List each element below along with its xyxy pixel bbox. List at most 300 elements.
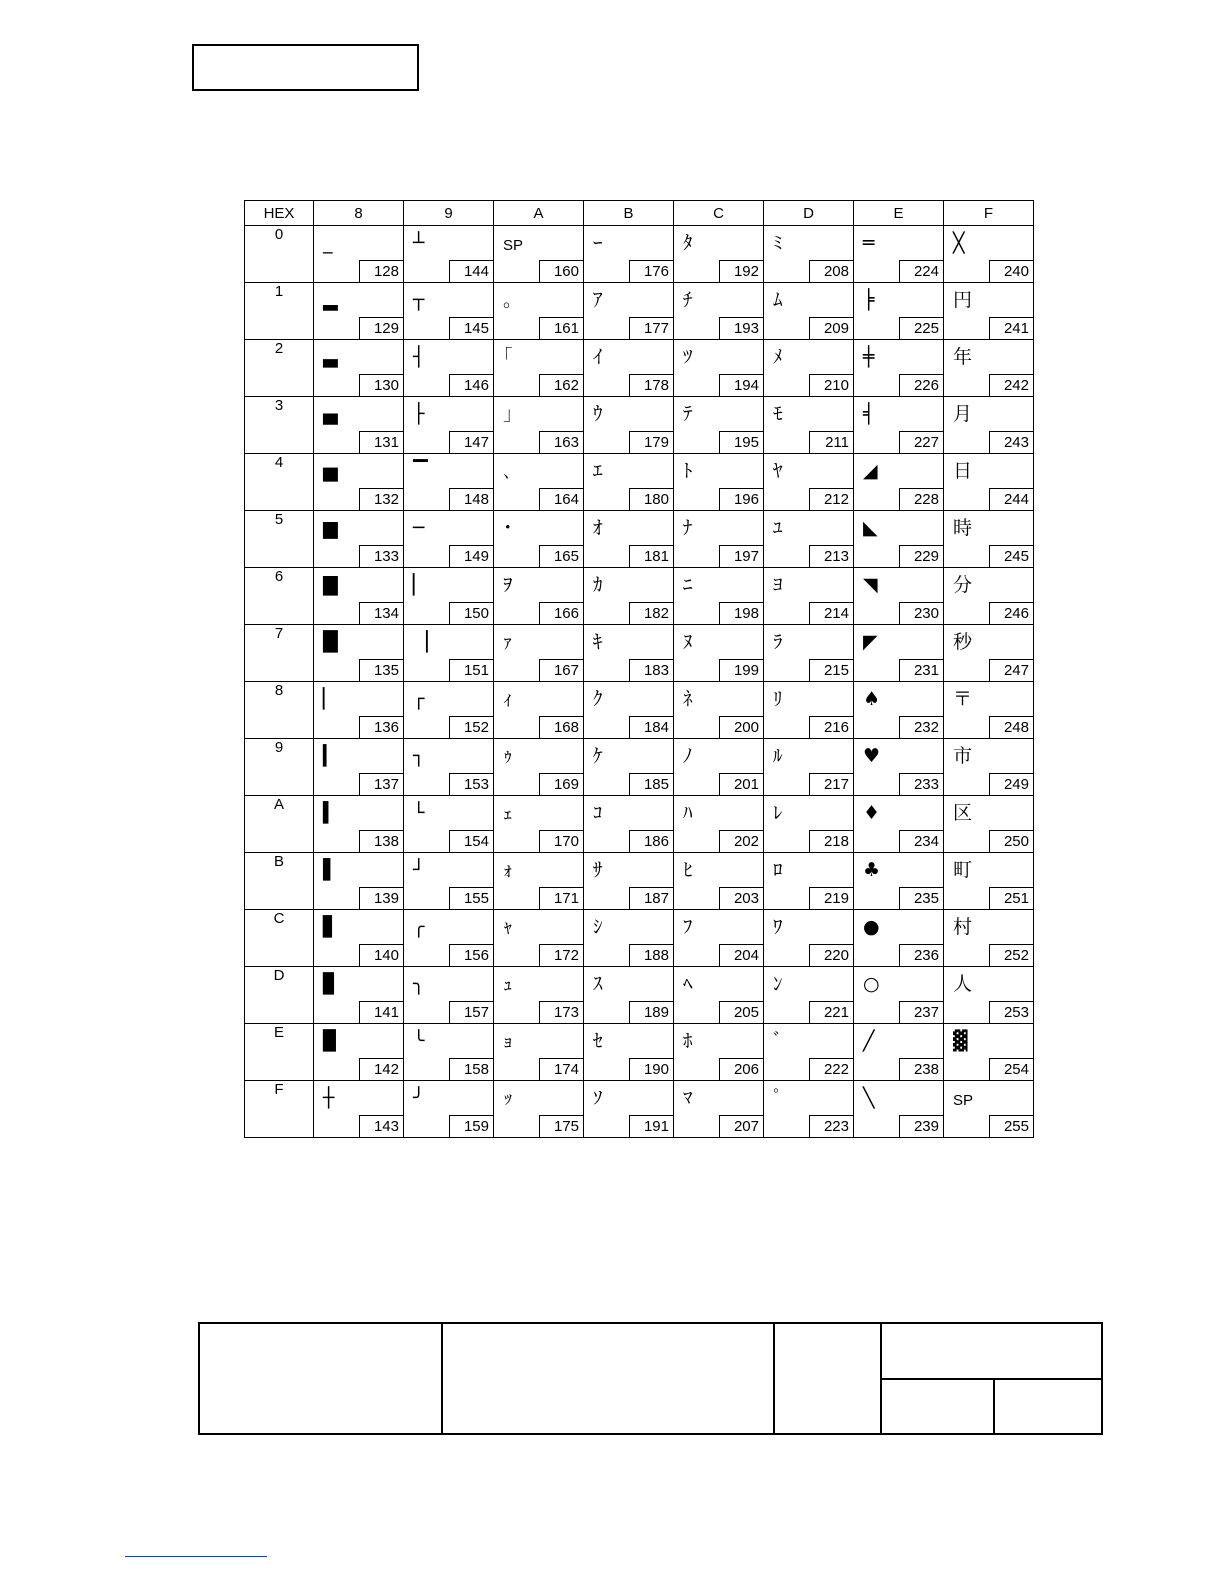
cell-decimal-code: 158: [449, 1058, 493, 1080]
cell-decimal-code: 154: [449, 830, 493, 852]
cell-glyph: ╞: [863, 289, 875, 311]
cell-glyph: ◤: [863, 631, 878, 653]
code-cell: [854, 853, 944, 910]
code-cell: [494, 625, 584, 682]
code-cell: [584, 283, 674, 340]
cell-glyph: ﾗ: [773, 631, 783, 653]
cell-decimal-code: 210: [809, 374, 853, 396]
code-cell: [944, 739, 1034, 796]
code-cell: [674, 226, 764, 283]
cell-decimal-code: 194: [719, 374, 763, 396]
cell-glyph: 月: [953, 403, 973, 425]
cell-decimal-code: 217: [809, 773, 853, 795]
cell-glyph: ▓: [953, 1030, 968, 1052]
cell-glyph: ┤: [413, 346, 425, 368]
cell-decimal-code: 222: [809, 1058, 853, 1080]
row-header: 5: [245, 511, 314, 568]
row-header: 4: [245, 454, 314, 511]
column-header: A: [494, 201, 584, 226]
cell-glyph: ｣: [503, 403, 513, 425]
code-cell: [764, 739, 854, 796]
cell-decimal-code: 133: [359, 545, 403, 567]
code-cell: [584, 511, 674, 568]
cell-decimal-code: 232: [899, 716, 943, 738]
cell-glyph: ◥: [863, 574, 878, 596]
table-row: [245, 454, 1034, 511]
table-row: [245, 283, 1034, 340]
cell-decimal-code: 220: [809, 944, 853, 966]
cell-decimal-code: 201: [719, 773, 763, 795]
cell-decimal-code: 190: [629, 1058, 673, 1080]
code-cell: [674, 397, 764, 454]
cell-decimal-code: 166: [539, 602, 583, 624]
cell-decimal-code: 200: [719, 716, 763, 738]
cell-glyph: ｦ: [503, 574, 513, 596]
cell-glyph: ﾚ: [773, 802, 783, 824]
cell-glyph: ─: [413, 517, 425, 539]
cell-glyph: ◣: [863, 517, 878, 539]
code-cell: [584, 910, 674, 967]
code-cell: [854, 283, 944, 340]
cell-decimal-code: 151: [449, 659, 493, 681]
cell-decimal-code: 161: [539, 317, 583, 339]
cell-glyph: ┬: [413, 289, 425, 311]
cell-glyph: ﾌ: [683, 916, 693, 938]
code-cell: [494, 910, 584, 967]
cell-decimal-code: 186: [629, 830, 673, 852]
cell-decimal-code: 153: [449, 773, 493, 795]
cell-glyph: ├: [413, 403, 425, 425]
code-cell: [314, 454, 404, 511]
character-code-table: [244, 200, 1034, 1138]
cell-glyph: ﾊ: [683, 802, 693, 824]
cell-decimal-code: 255: [989, 1115, 1033, 1137]
cell-glyph: 円: [953, 289, 973, 311]
cell-decimal-code: 163: [539, 431, 583, 453]
row-header: 1: [245, 283, 314, 340]
cell-glyph: ﾔ: [773, 460, 783, 482]
row-header: E: [245, 1024, 314, 1081]
cell-decimal-code: 248: [989, 716, 1033, 738]
cell-glyph: ﾞ: [773, 1030, 783, 1052]
cell-glyph: ▊: [323, 973, 338, 995]
cell-decimal-code: 189: [629, 1001, 673, 1023]
code-cell: [494, 283, 584, 340]
cell-decimal-code: 202: [719, 830, 763, 852]
cell-decimal-code: 143: [359, 1115, 403, 1137]
cell-decimal-code: 212: [809, 488, 853, 510]
cell-decimal-code: 188: [629, 944, 673, 966]
cell-decimal-code: 159: [449, 1115, 493, 1137]
cell-glyph: ｪ: [503, 802, 513, 824]
code-cell: [404, 967, 494, 1024]
cell-decimal-code: 134: [359, 602, 403, 624]
column-header: B: [584, 201, 674, 226]
cell-decimal-code: 184: [629, 716, 673, 738]
code-cell: [854, 568, 944, 625]
bottom-rule: [125, 1556, 267, 1557]
cell-decimal-code: 219: [809, 887, 853, 909]
cell-glyph: 〒: [953, 688, 973, 710]
cell-decimal-code: 206: [719, 1058, 763, 1080]
code-cell: [764, 511, 854, 568]
cell-glyph: 日: [953, 460, 973, 482]
cell-decimal-code: 223: [809, 1115, 853, 1137]
code-cell: [674, 967, 764, 1024]
cell-decimal-code: 147: [449, 431, 493, 453]
code-cell: [404, 739, 494, 796]
cell-glyph: ｾ: [593, 1030, 603, 1052]
cell-glyph: ﾙ: [773, 745, 783, 767]
cell-decimal-code: 209: [809, 317, 853, 339]
cell-glyph: ◢: [863, 460, 878, 482]
cell-glyph: ｼ: [593, 916, 603, 938]
cell-decimal-code: 181: [629, 545, 673, 567]
code-cell: [584, 853, 674, 910]
code-cell: [764, 625, 854, 682]
code-cell: [314, 397, 404, 454]
cell-glyph: ╰: [413, 1030, 425, 1052]
cell-decimal-code: 243: [989, 431, 1033, 453]
cell-decimal-code: 179: [629, 431, 673, 453]
cell-glyph: ╱: [863, 1030, 875, 1052]
cell-glyph: ｱ: [593, 289, 603, 311]
cell-glyph: ｡: [503, 289, 513, 311]
code-cell: [674, 454, 764, 511]
cell-glyph: 分: [953, 574, 973, 596]
code-cell: [674, 682, 764, 739]
code-cell: [314, 739, 404, 796]
header-label-box: [192, 44, 419, 91]
cell-decimal-code: 145: [449, 317, 493, 339]
cell-glyph: ｳ: [593, 403, 603, 425]
column-header: E: [854, 201, 944, 226]
cell-glyph: ♠: [863, 688, 881, 710]
cell-decimal-code: 160: [539, 260, 583, 282]
column-header-row: [245, 201, 1034, 226]
cell-glyph: ╳: [953, 232, 965, 254]
code-cell: [314, 283, 404, 340]
code-cell: [584, 397, 674, 454]
cell-glyph: ｿ: [593, 1087, 603, 1109]
row-header: 2: [245, 340, 314, 397]
cell-glyph: ｶ: [593, 574, 603, 596]
code-cell: [854, 910, 944, 967]
cell-glyph: ﾐ: [773, 232, 783, 254]
cell-glyph: ▃: [323, 346, 338, 368]
code-cell: [404, 853, 494, 910]
row-header: 3: [245, 397, 314, 454]
cell-decimal-code: 191: [629, 1115, 673, 1137]
code-cell: [764, 853, 854, 910]
column-header: D: [764, 201, 854, 226]
cell-glyph: ﾍ: [683, 973, 693, 995]
cell-glyph: ﾄ: [683, 460, 693, 482]
code-cell: [674, 340, 764, 397]
code-cell: [764, 283, 854, 340]
row-header: 0: [245, 226, 314, 283]
code-cell: [944, 226, 1034, 283]
cell-glyph: ┴: [413, 232, 425, 254]
cell-glyph: ﾝ: [773, 973, 783, 995]
code-cell: [674, 796, 764, 853]
row-header: C: [245, 910, 314, 967]
cell-glyph: 時: [953, 517, 973, 539]
code-cell: [764, 1024, 854, 1081]
cell-decimal-code: 242: [989, 374, 1033, 396]
cell-glyph: ｲ: [593, 346, 603, 368]
column-header: 9: [404, 201, 494, 226]
code-cell: [854, 340, 944, 397]
code-cell: [944, 1024, 1034, 1081]
cell-decimal-code: 138: [359, 830, 403, 852]
cell-decimal-code: 247: [989, 659, 1033, 681]
cell-glyph: ┼: [323, 1087, 335, 1109]
cell-decimal-code: 187: [629, 887, 673, 909]
code-cell: [404, 1081, 494, 1138]
code-cell: [764, 682, 854, 739]
cell-glyph: ､: [503, 460, 513, 482]
cell-decimal-code: 165: [539, 545, 583, 567]
cell-glyph: ｷ: [593, 631, 603, 653]
cell-decimal-code: 198: [719, 602, 763, 624]
cell-glyph: ▂: [323, 289, 338, 311]
code-cell: [494, 397, 584, 454]
cell-decimal-code: 229: [899, 545, 943, 567]
code-cell: [944, 967, 1034, 1024]
cell-decimal-code: 231: [899, 659, 943, 681]
cell-decimal-code: 174: [539, 1058, 583, 1080]
code-cell: [584, 568, 674, 625]
cell-decimal-code: 236: [899, 944, 943, 966]
cell-glyph: ┌: [413, 688, 425, 710]
cell-glyph: ﾆ: [683, 574, 693, 596]
table-row: [245, 910, 1034, 967]
cell-decimal-code: 180: [629, 488, 673, 510]
cell-decimal-code: 203: [719, 887, 763, 909]
cell-decimal-code: 164: [539, 488, 583, 510]
cell-decimal-code: 204: [719, 944, 763, 966]
cell-glyph: ｺ: [593, 802, 603, 824]
cell-decimal-code: 215: [809, 659, 853, 681]
cell-glyph: ﾇ: [683, 631, 693, 653]
cell-decimal-code: 144: [449, 260, 493, 282]
cell-decimal-code: 211: [809, 431, 853, 453]
code-cell: [764, 454, 854, 511]
cell-glyph: ▎: [323, 745, 338, 767]
cell-glyph: ♦: [863, 802, 881, 824]
code-cell: [584, 682, 674, 739]
cell-glyph: 秒: [953, 631, 973, 653]
code-cell: [854, 226, 944, 283]
cell-decimal-code: 148: [449, 488, 493, 510]
code-cell: [854, 796, 944, 853]
cell-decimal-code: 128: [359, 260, 403, 282]
code-cell: [494, 739, 584, 796]
code-cell: [674, 511, 764, 568]
cell-decimal-code: 230: [899, 602, 943, 624]
code-cell: [404, 1024, 494, 1081]
cell-decimal-code: 167: [539, 659, 583, 681]
column-header: F: [944, 201, 1034, 226]
cell-glyph: ﾀ: [683, 232, 693, 254]
cell-decimal-code: 218: [809, 830, 853, 852]
code-cell: [854, 454, 944, 511]
cell-glyph: ▋: [323, 916, 338, 938]
cell-glyph: ♣: [863, 859, 881, 881]
code-cell: [674, 910, 764, 967]
column-header: C: [674, 201, 764, 226]
cell-glyph: ﾛ: [773, 859, 783, 881]
cell-glyph: ▍: [323, 802, 338, 824]
code-cell: [404, 682, 494, 739]
code-cell: [944, 397, 1034, 454]
cell-glyph: SP: [953, 1092, 974, 1109]
code-cell: [404, 568, 494, 625]
cell-decimal-code: 130: [359, 374, 403, 396]
table-row: [245, 739, 1034, 796]
cell-glyph: ﾈ: [683, 688, 693, 710]
code-cell: [674, 625, 764, 682]
code-cell: [944, 511, 1034, 568]
cell-glyph: ▕: [413, 631, 428, 653]
cell-decimal-code: 249: [989, 773, 1033, 795]
cell-glyph: ╲: [863, 1087, 875, 1109]
table-row: [245, 511, 1034, 568]
cell-glyph: ●: [863, 916, 880, 938]
cell-decimal-code: 227: [899, 431, 943, 453]
code-cell: [674, 1024, 764, 1081]
row-header: 6: [245, 568, 314, 625]
cell-decimal-code: 176: [629, 260, 673, 282]
cell-glyph: ﾎ: [683, 1030, 693, 1052]
cell-glyph: ═: [863, 232, 875, 254]
code-cell: [494, 1024, 584, 1081]
cell-decimal-code: 135: [359, 659, 403, 681]
footer-divider: [773, 1324, 775, 1433]
cell-decimal-code: 131: [359, 431, 403, 453]
code-cell: [584, 739, 674, 796]
cell-glyph: ┘: [413, 859, 425, 881]
code-cell: [944, 340, 1034, 397]
row-header: D: [245, 967, 314, 1024]
cell-glyph: ▅: [323, 460, 338, 482]
code-cell: [314, 796, 404, 853]
code-cell: [494, 340, 584, 397]
cell-decimal-code: 196: [719, 488, 763, 510]
code-cell: [314, 625, 404, 682]
cell-decimal-code: 225: [899, 317, 943, 339]
hex-corner-label: HEX: [245, 201, 314, 226]
code-cell: [404, 283, 494, 340]
row-header: 9: [245, 739, 314, 796]
code-cell: [404, 454, 494, 511]
cell-glyph: ▏: [323, 688, 338, 710]
cell-glyph: ｸ: [593, 688, 603, 710]
cell-decimal-code: 254: [989, 1058, 1033, 1080]
cell-glyph: ｭ: [503, 973, 513, 995]
code-cell: [494, 454, 584, 511]
cell-decimal-code: 195: [719, 431, 763, 453]
cell-glyph: ╯: [413, 1087, 425, 1109]
code-cell: [494, 568, 584, 625]
code-cell: [674, 568, 764, 625]
code-cell: [314, 1024, 404, 1081]
code-cell: [764, 568, 854, 625]
code-cell: [584, 340, 674, 397]
cell-glyph: ｹ: [593, 745, 603, 767]
cell-decimal-code: 213: [809, 545, 853, 567]
code-cell: [584, 625, 674, 682]
code-cell: [854, 682, 944, 739]
cell-decimal-code: 207: [719, 1115, 763, 1137]
cell-glyph: ▉: [323, 1030, 338, 1052]
code-cell: [944, 910, 1034, 967]
code-cell: [674, 853, 764, 910]
code-cell: [494, 682, 584, 739]
code-cell: [314, 853, 404, 910]
code-cell: [854, 625, 944, 682]
code-cell: [944, 454, 1034, 511]
cell-glyph: _: [323, 232, 333, 254]
table-row: [245, 226, 1034, 283]
cell-glyph: ﾑ: [773, 289, 783, 311]
footer-divider: [441, 1324, 443, 1433]
code-cell: [404, 910, 494, 967]
cell-glyph: ▄: [323, 403, 338, 425]
cell-glyph: 町: [953, 859, 973, 881]
cell-decimal-code: 172: [539, 944, 583, 966]
cell-decimal-code: 183: [629, 659, 673, 681]
code-cell: [314, 340, 404, 397]
cell-decimal-code: 146: [449, 374, 493, 396]
code-cell: [944, 283, 1034, 340]
cell-decimal-code: 168: [539, 716, 583, 738]
code-cell: [584, 454, 674, 511]
cell-glyph: ｻ: [593, 859, 603, 881]
cell-glyph: ｬ: [503, 916, 513, 938]
code-cell: [674, 1081, 764, 1138]
cell-glyph: ･: [503, 517, 513, 539]
cell-glyph: ﾂ: [683, 346, 693, 368]
code-cell: [314, 226, 404, 283]
code-cell: [674, 283, 764, 340]
code-cell: [854, 1024, 944, 1081]
cell-glyph: ﾏ: [683, 1087, 693, 1109]
code-cell: [494, 1081, 584, 1138]
cell-decimal-code: 245: [989, 545, 1033, 567]
cell-decimal-code: 178: [629, 374, 673, 396]
row-header: 7: [245, 625, 314, 682]
cell-decimal-code: 244: [989, 488, 1033, 510]
cell-decimal-code: 237: [899, 1001, 943, 1023]
cell-decimal-code: 234: [899, 830, 943, 852]
code-cell: [404, 625, 494, 682]
row-header: F: [245, 1081, 314, 1138]
cell-decimal-code: 240: [989, 260, 1033, 282]
cell-decimal-code: 199: [719, 659, 763, 681]
cell-glyph: ﾟ: [773, 1087, 783, 1109]
code-cell: [404, 226, 494, 283]
cell-glyph: ﾃ: [683, 403, 693, 425]
cell-decimal-code: 238: [899, 1058, 943, 1080]
cell-glyph: ┐: [413, 745, 425, 767]
code-cell: [314, 682, 404, 739]
cell-decimal-code: 157: [449, 1001, 493, 1023]
code-cell: [584, 796, 674, 853]
table-row: [245, 625, 1034, 682]
code-cell: [584, 226, 674, 283]
